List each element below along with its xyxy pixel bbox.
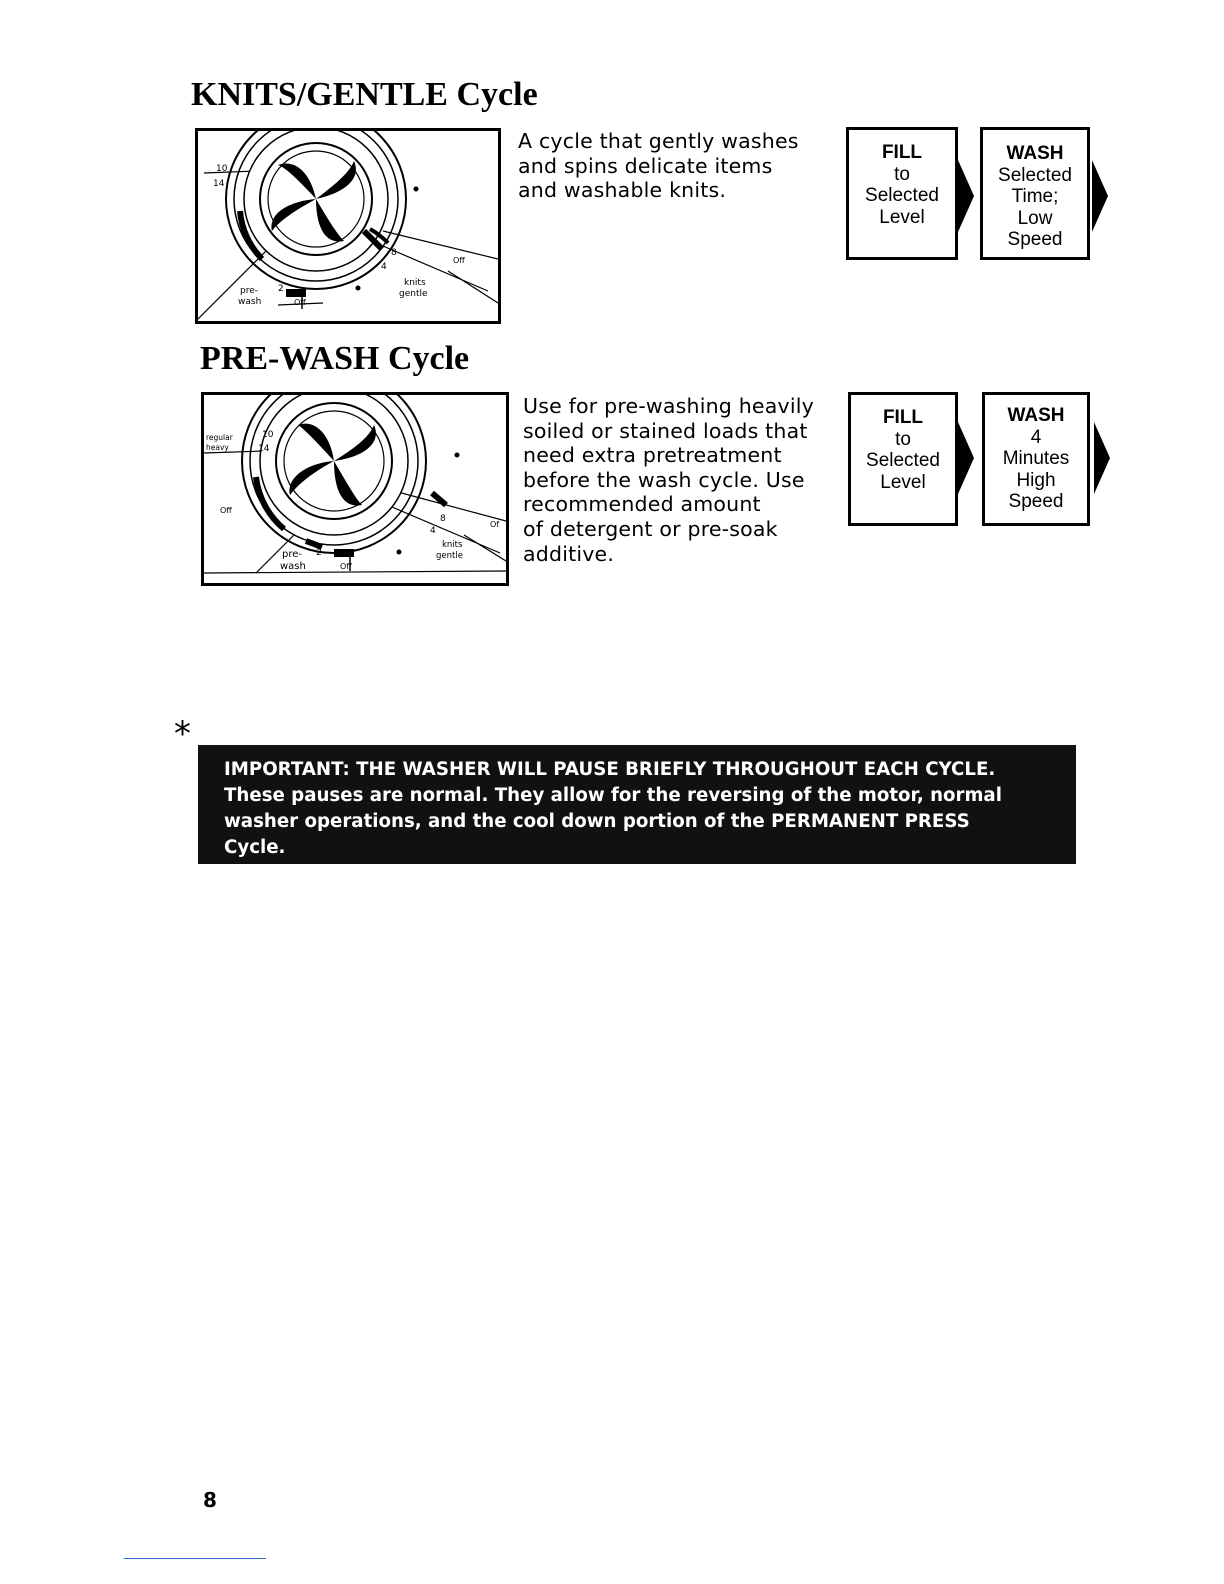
dial-label-4: 4 <box>381 262 387 272</box>
dial-label-off-bottom: Off <box>340 562 352 571</box>
knits-step-wash: WASH Selected Time; Low Speed <box>980 127 1090 260</box>
dial-label-10: 10 <box>216 164 228 174</box>
dial-label-off-right: Off <box>453 256 465 265</box>
arrow-right-icon <box>1092 160 1110 232</box>
pre-wash-step-fill: FILL to Selected Level <box>848 392 958 526</box>
pre-wash-step-wash: WASH 4 Minutes High Speed <box>982 392 1090 526</box>
dial-label-heavy: heavy <box>206 443 229 452</box>
dial-label-14: 14 <box>213 179 225 189</box>
note-line: These pauses are normal. They allow for the reversing of the motor, normal <box>224 785 1002 806</box>
dial-label-prewash-2: wash <box>280 561 306 572</box>
arrow-right-icon <box>958 160 976 232</box>
note-line: washer operations, and the cool down portion of the PERMANENT PRESS <box>224 811 970 832</box>
dial-label-knits-2: gentle <box>399 289 428 299</box>
pre-wash-description: Use for pre-washing heavily soiled or stained loads that need extra pretreatment before the wash cycle. Use recommended amount of detergent or pre-soak additive. <box>523 394 814 566</box>
note-line: Cycle. <box>224 837 286 858</box>
dial-label-8: 8 <box>440 514 446 524</box>
knits-step-fill: FILL to Selected Level <box>846 127 958 260</box>
dial-label-off-left: Off <box>220 506 232 515</box>
note-line: IMPORTANT: THE WASHER WILL PAUSE BRIEFLY THROUGHOUT EACH CYCLE. <box>224 759 996 780</box>
dial-label-knits-2: gentle <box>436 551 463 561</box>
dial-label-off-right: Of <box>490 520 500 529</box>
dial-label-knits-1: knits <box>404 278 426 288</box>
knits-gentle-description: A cycle that gently washes and spins delicate items and washable knits. <box>518 129 799 203</box>
knits-gentle-heading: KNITS/GENTLE Cycle <box>191 76 538 113</box>
important-note-box <box>198 745 1076 864</box>
arrow-right-icon <box>1094 422 1112 494</box>
dial-label-prewash-2: wash <box>238 297 262 307</box>
dial-label-regular: regular <box>206 433 233 442</box>
pre-wash-dial-illustration <box>201 392 509 586</box>
knits-gentle-dial-illustration <box>195 128 501 324</box>
dial-label-10: 10 <box>262 430 274 440</box>
arrow-right-icon <box>958 422 976 494</box>
dial-label-2: 2 <box>316 548 322 558</box>
dial-label-2: 2 <box>278 284 284 294</box>
note-asterisk: * <box>174 714 191 754</box>
dial-label-14: 14 <box>258 444 270 454</box>
dial-label-prewash-1: pre- <box>282 549 302 560</box>
dial-label-8: 8 <box>391 248 397 258</box>
dial-label-knits-1: knits <box>442 540 463 550</box>
page-number: 8 <box>203 1488 217 1512</box>
dial-label-4: 4 <box>430 526 436 536</box>
pre-wash-heading: PRE-WASH Cycle <box>200 340 470 377</box>
dial-label-prewash-1: pre- <box>240 286 258 296</box>
footer-rule <box>124 1558 266 1559</box>
dial-label-off-bottom: Off <box>294 298 306 307</box>
